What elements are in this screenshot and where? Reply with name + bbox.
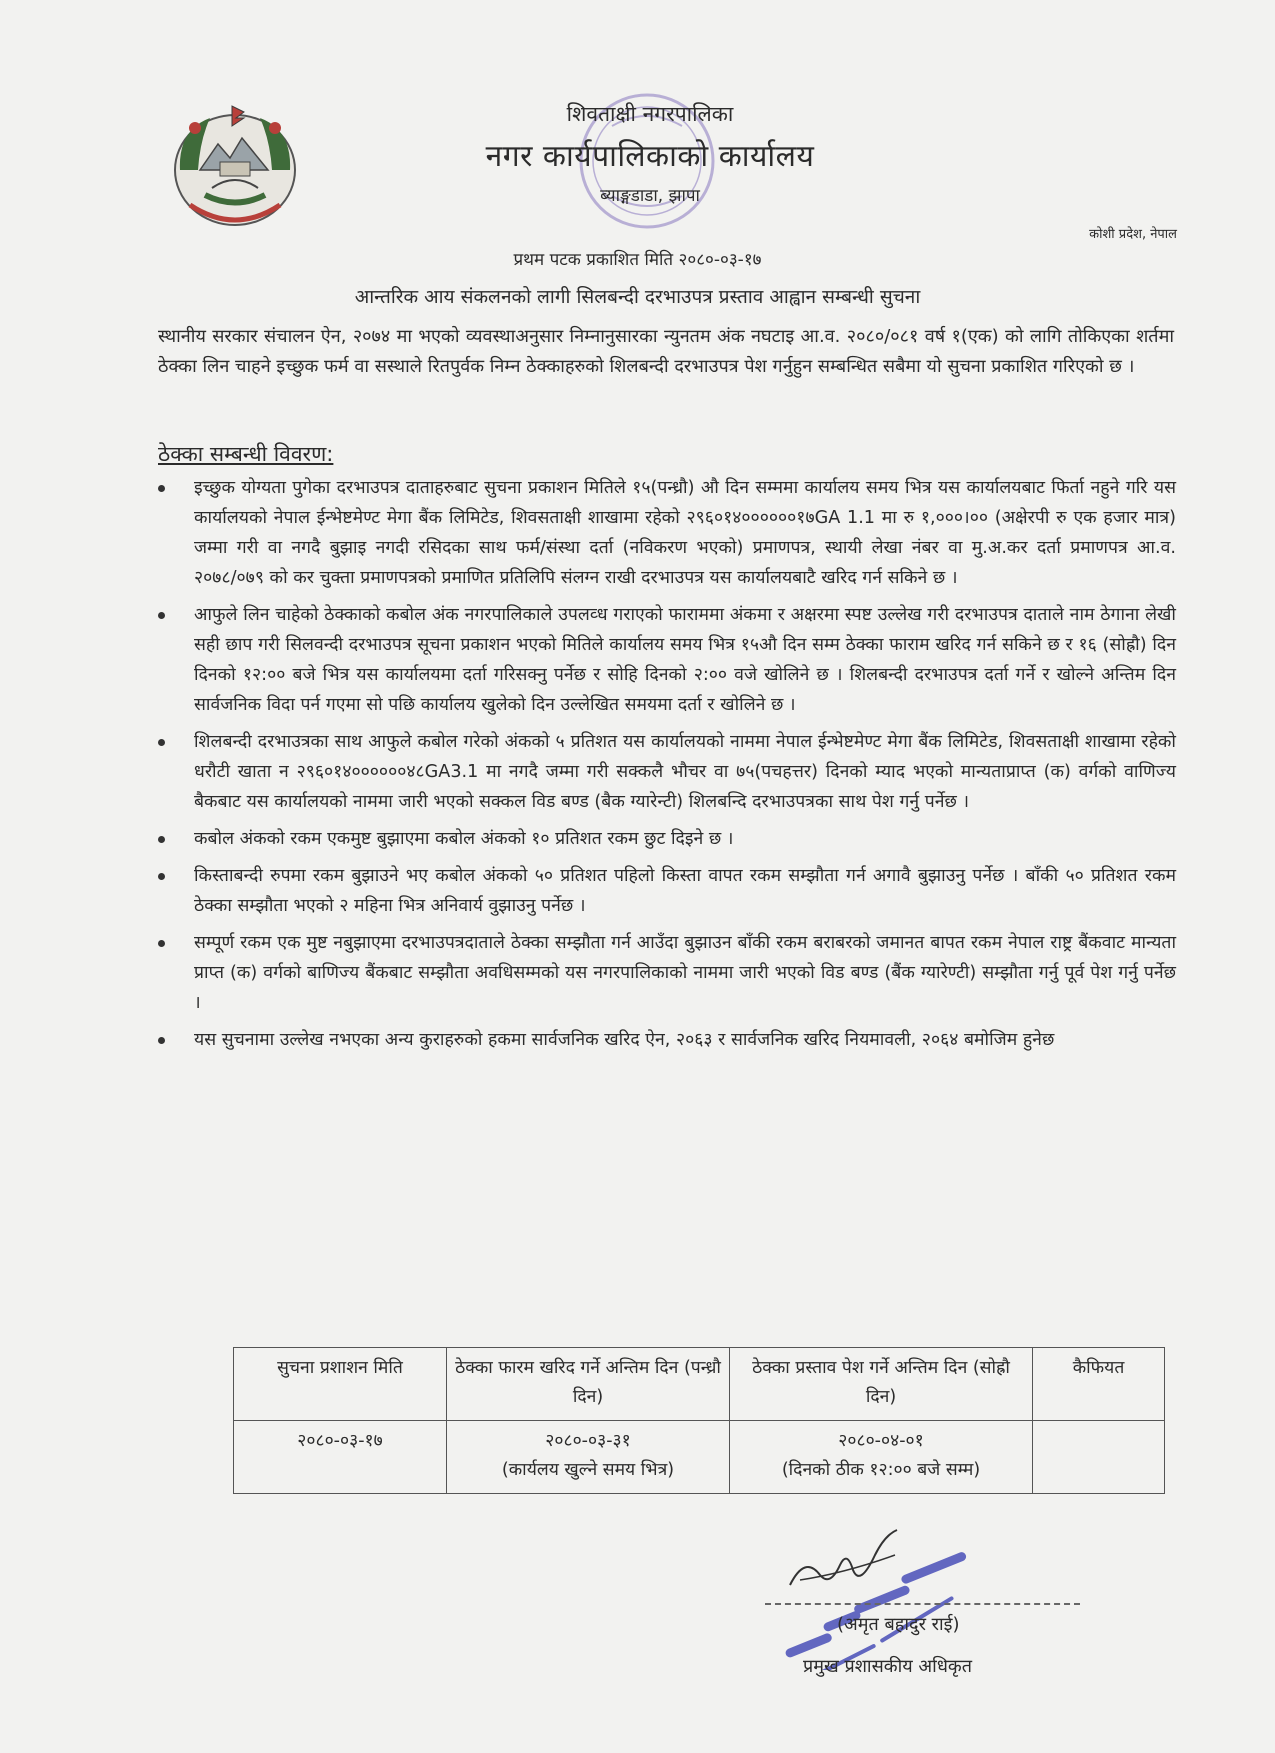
municipality-name: शिवताक्षी नगरपालिका (566, 102, 734, 126)
signature-icon (785, 1525, 905, 1595)
list-item (156, 824, 1176, 854)
publish-date-cell: २०८०-०३-१७ (234, 1421, 447, 1494)
bullet-icon (158, 836, 165, 843)
table-header-row (234, 1348, 1165, 1421)
column-header: ठेक्का प्रस्ताव पेश गर्ने अन्तिम दिन (सोह्रौ दिन) (730, 1348, 1033, 1421)
list-item (156, 473, 1176, 593)
list-item-text: सम्पूर्ण रकम एक मुष्ट नबुझाएमा दरभाउपत्रदाताले ठेक्का सम्झौता गर्न आउँदा बुझाउन बाँकी रकम बराबरको जमानत बापत रकम नेपाल राष्ट्र बैंकवाट मान्यता प्राप्त (क) वर्गको बाणिज्य बैंकबाट सम्झौता अवधिसम्मको यस नगरपालिकाको नाममा जारी भएको विड बण्ड (बैंक ग्यारेण्टी) सम्झौता गर्नु पूर्व पेश गर्नु पर्नेछ । (194, 933, 1176, 1013)
purchase-last-date: २०८०-०३-३१ (545, 1431, 631, 1451)
list-item (156, 600, 1176, 720)
signatory-name: (अमृत बहादुर राई) (837, 1614, 960, 1635)
bullet-icon (158, 940, 165, 947)
purchase-deadline-cell (447, 1421, 730, 1494)
nepal-government-emblem-icon (160, 100, 310, 230)
list-item (156, 928, 1176, 1018)
list-item (156, 1025, 1176, 1055)
list-item (156, 861, 1176, 921)
signatory-title: प्रमुख प्रशासकीय अधिकृत (803, 1656, 972, 1677)
purchase-note: (कार्यलय खुल्ने समय भित्र) (501, 1460, 675, 1480)
list-item-text: किस्ताबन्दी रुपमा रकम बुझाउने भए कबोल अंकको ५० प्रतिशत पहिलो किस्ता वापत रकम सम्झौता गर्न अगावै बुझाउनु पर्नेछ । बाँकी ५० प्रतिशत रकम ठेक्का सम्झौता भएको २ महिना भित्र अनिवार्य वुझाउनु पर्नेछ । (194, 866, 1176, 916)
intro-paragraph: स्थानीय सरकार संचालन ऐन, २०७४ मा भएको व्यवस्थाअनुसार निम्नानुसारका न्युनतम अंक नघटाइ आ.व. २०८०/०८१ वर्ष १(एक) को लागि तोकिएका शर्तमा ठेक्का लिन चाहने इच्छुक फर्म वा सस्थाले रितपुर्वक निम्न ठेक्काहरुको शिलबन्दी दरभाउपत्र पेश गर्नुहुन सम्बन्धित सबैमा यो सुचना प्रकाशित गरिएको छ । (158, 326, 1174, 377)
notice-subject: आन्तरिक आय संकलनको लागी सिलबन्दी दरभाउपत्र प्रस्ताव आह्वान सम्बन्धी सुचना (354, 286, 921, 308)
office-address: ब्याङ्गडाडा, झापा (600, 186, 700, 206)
list-item (156, 727, 1176, 817)
bullet-icon (158, 612, 165, 619)
list-item-text: यस सुचनामा उल्लेख नभएका अन्य कुराहरुको हकमा सार्वजनिक खरिद ऐन, २०६३ र सार्वजनिक खरिद नियमावली, २०६४ बमोजिम हुनेछ (194, 1030, 1055, 1050)
submit-last-date: २०८०-०४-०१ (838, 1431, 924, 1451)
signature-line (765, 1603, 1080, 1605)
column-header: ठेक्का फारम खरिद गर्ने अन्तिम दिन (पन्ध्रौ दिन) (447, 1348, 730, 1421)
bullet-icon (158, 873, 165, 880)
list-item-text: इच्छुक योग्यता पुगेका दरभाउपत्र दाताहरुबाट सुचना प्रकाशन मितिले १५(पन्ध्रौ) औ दिन सम्ममा कार्यालय समय भित्र यस कार्यालयबाट फिर्ता नहुने गरि यस कार्यालयको नेपाल ईन्भेष्टमेण्ट मेगा बैंक लिमिटेड, शिवसताक्षी शाखामा रहेको २९६०१४००००००१७GA 1.1 मा रु १,०००।०० (अक्षेरपी रु एक हजार मात्र) जम्मा गरी वा नगदै बुझाइ नगदी रसिदका साथ फर्म/संस्था दर्ता (नविकरण भएको) प्रमाणपत्र, स्थायी लेखा नंबर वा मु.अ.कर दर्ता प्रमाणपत्र आ.व. २०७८/०७९ को कर चुक्ता प्रमाणपत्रको प्रमाणित प्रतिलिपि संलग्न राखी दरभाउपत्र यस कार्यालयबाटै खरिद गर्न सकिने छ । (194, 478, 1176, 588)
remarks-cell (1033, 1421, 1165, 1494)
submission-deadline-cell (730, 1421, 1033, 1494)
terms-list (156, 473, 1176, 1062)
section-heading: ठेक्का सम्बन्धी विवरण: (158, 442, 334, 466)
list-item-text: कबोल अंकको रकम एकमुष्ट बुझाएमा कबोल अंकको १० प्रतिशत रकम छुट दिइने छ । (194, 829, 734, 849)
office-header (440, 100, 860, 206)
list-item-text: आफुले लिन चाहेको ठेक्काको कबोल अंक नगरपालिकाले उपलव्ध गराएको फाराममा अंकमा र अक्षरमा स्पष्ट उल्लेख गरी दरभाउपत्र दाताले नाम ठेगाना लेखी सही छाप गरी सिलवन्दी दरभाउपत्र सूचना प्रकाशन भएको मितिले कार्यालय समय भित्र १५औ दिन सम्म ठेक्का फाराम खरिद गर्न सकिने छ र १६ (सोह्रौ) दिन दिनको १२:०० बजे भित्र यस कार्यालयमा दर्ता गरिसक्नु पर्नेछ र सोहि दिनको २:०० वजे खोलिने छ । शिलबन्दी दरभाउपत्र दर्ता गर्ने र खोल्ने अन्तिम दिन सार्वजनिक विदा पर्न गएमा सो पछि कार्यालय खुलेको दिन उल्लेखित समयमा दर्ता र खोलिने छ । (194, 605, 1176, 715)
publication-date-line: प्रथम पटक प्रकाशित मिति २०८०-०३-१७ (513, 250, 762, 270)
office-title: नगर कार्यपालिकाको कार्यालय (485, 139, 815, 174)
column-header: कैफियत (1033, 1348, 1165, 1421)
list-item-text: शिलबन्दी दरभाउत्रका साथ आफुले कबोल गरेको अंकको ५ प्रतिशत यस कार्यालयको नाममा नेपाल ईन्भेष्टमेण्ट मेगा बैंक लिमिटेड, शिवसताक्षी शाखामा रहेको धरौटी खाता न २९६०१४००००००४८GA3.1 मा नगदै जम्मा गरी सक्कलै भौचर वा ७५(पचहत्तर) दिनको म्याद भएको मान्यताप्राप्त (क) वर्गको वाणिज्य बैकबाट यस कार्यालयको नाममा जारी भएको सक्कल विड बण्ड (बैक ग्यारेन्टी) शिलबन्दि दरभाउपत्रका साथ पेश गर्नु पर्नेछ । (194, 732, 1176, 812)
bullet-icon (158, 1037, 165, 1044)
bullet-icon (158, 739, 165, 746)
province-label: कोशी प्रदेश, नेपाल (1089, 227, 1177, 242)
schedule-table (233, 1347, 1165, 1494)
table-row (234, 1421, 1165, 1494)
column-header: सुचना प्रशाशन मिति (234, 1348, 447, 1421)
bullet-icon (158, 485, 165, 492)
submit-note: (दिनको ठीक १२:०० बजे सम्म) (781, 1460, 981, 1480)
